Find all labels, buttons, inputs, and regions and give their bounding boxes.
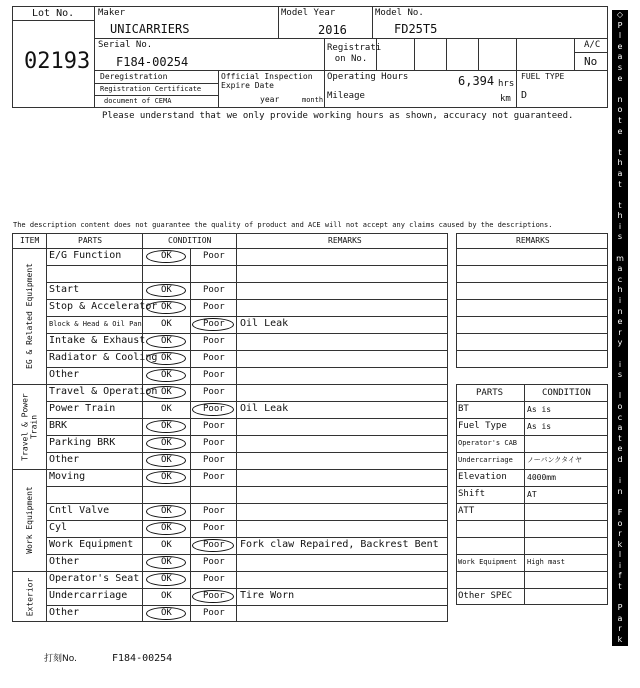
part-name: Work Equipment: [49, 539, 134, 550]
ok-circle: [146, 437, 186, 450]
remark-text: Oil Leak: [240, 318, 289, 329]
poor-option: Poor: [203, 540, 225, 550]
sidebar-char: i: [618, 296, 622, 306]
ok-option: OK: [161, 557, 172, 567]
stamp-value: F184-00254: [112, 653, 173, 664]
spec-part: Work Equipment: [458, 558, 518, 566]
poor-circle: [192, 590, 234, 603]
sidebar-char: r: [618, 327, 622, 337]
spec-part: Operator's CAB: [458, 439, 518, 447]
ok-circle: [146, 284, 186, 297]
sidebar-char: o: [617, 518, 623, 528]
poor-circle: [192, 318, 234, 331]
ok-option: OK: [161, 574, 172, 584]
sidebar-char: n: [617, 486, 623, 496]
ok-option: OK: [161, 251, 172, 261]
poor-option: Poor: [203, 472, 225, 482]
poor-circle: [192, 539, 234, 552]
model-year-value: 2016: [318, 23, 347, 37]
part-name: E/G Function: [49, 250, 122, 261]
sidebar-char: o: [617, 401, 623, 411]
part-name: Other: [49, 607, 80, 618]
part-name: Cyl: [49, 522, 68, 533]
sidebar-char: r: [618, 624, 622, 634]
ok-circle: [146, 420, 186, 433]
sidebar-char: i: [618, 359, 622, 369]
sidebar-char: r: [618, 529, 622, 539]
remark-text: Fork claw Repaired, Backrest Bent: [240, 539, 439, 550]
operating-hours-value: 6,394: [458, 74, 495, 88]
sidebar-char: l: [618, 391, 622, 401]
hrs-unit: hrs: [498, 79, 515, 89]
sidebar-char: i: [618, 560, 622, 570]
spec-part: Shift: [458, 489, 486, 499]
part-name: BRK: [49, 420, 68, 431]
ok-circle: [146, 301, 186, 314]
sidebar-char: ◇: [616, 10, 624, 19]
lot-label: Lot No.: [32, 8, 75, 19]
sidebar-char: h: [617, 211, 623, 221]
part-name: Radiator & Cooling: [49, 352, 158, 363]
sidebar-char: t: [618, 200, 622, 210]
poor-option: Poor: [203, 387, 225, 397]
ok-circle: [146, 505, 186, 518]
ok-circle: [146, 522, 186, 535]
ok-option: OK: [161, 608, 172, 618]
poor-option: Poor: [203, 319, 225, 329]
spec-value: AT: [527, 490, 537, 499]
sidebar-char: k: [617, 635, 623, 645]
ok-option: OK: [161, 370, 172, 380]
ok-option: OK: [161, 421, 172, 431]
part-name: Stop & Accelerator: [49, 301, 158, 312]
spec-part: ATT: [458, 506, 475, 516]
part-name: Operator's Seat: [49, 573, 140, 584]
sidebar-char: m: [616, 253, 624, 263]
model-no-label: Model No.: [375, 8, 424, 18]
ok-option: OK: [161, 455, 172, 465]
poor-option: Poor: [203, 455, 225, 465]
ok-circle: [146, 573, 186, 586]
ok-option: OK: [161, 472, 172, 482]
sidebar-char: [612, 381, 628, 392]
poor-option: Poor: [203, 608, 225, 618]
poor-option: Poor: [203, 523, 225, 533]
ok-circle: [146, 607, 186, 620]
poor-option: Poor: [203, 251, 225, 261]
sidebar-char: t: [618, 179, 622, 189]
group-label: Exterior: [24, 577, 34, 616]
sidebar-char: y: [617, 338, 623, 348]
cema-label: document of CEMA: [104, 97, 172, 105]
inspection-label: Official Inspection Expire Date: [221, 72, 313, 90]
sidebar-char: a: [617, 52, 623, 62]
part-name: Cntl Valve: [49, 505, 110, 516]
sidebar-char: [612, 497, 628, 508]
lot-number: 02193: [24, 49, 91, 74]
ok-option: OK: [161, 353, 172, 363]
poor-option: Poor: [203, 591, 225, 601]
spec-value: As is: [527, 405, 552, 414]
part-name: Intake & Exhaust: [49, 335, 146, 346]
sidebar-char: a: [617, 423, 623, 433]
poor-option: Poor: [203, 353, 225, 363]
sidebar-char: i: [618, 221, 622, 231]
ok-circle: [146, 471, 186, 484]
sidebar-char: e: [617, 126, 623, 136]
spec-part: Fuel Type: [458, 421, 507, 431]
sidebar-char: [612, 190, 628, 201]
part-name: Power Train: [49, 403, 116, 414]
description-notice: The description content does not guarantee the quality of product and ACE will not accept any claims caused by the descriptions.: [13, 221, 553, 229]
spec-condition-header: CONDITION: [542, 388, 591, 398]
poor-option: Poor: [203, 438, 225, 448]
sidebar-char: e: [617, 317, 623, 327]
ok-circle: [146, 335, 186, 348]
sidebar-char: t: [618, 115, 622, 125]
part-name: Parking BRK: [49, 437, 116, 448]
ok-option: OK: [161, 387, 172, 397]
month-label: month: [302, 96, 324, 104]
sidebar-char: s: [617, 62, 623, 72]
spec-value: As is: [527, 422, 552, 431]
part-name: Travel & Operation: [49, 386, 158, 397]
part-name: Undercarriage: [49, 590, 128, 601]
poor-option: Poor: [203, 370, 225, 380]
poor-circle: [192, 403, 234, 416]
spec-part: Elevation: [458, 472, 507, 482]
sidebar-char: [612, 243, 628, 254]
part-name: Other: [49, 556, 80, 567]
spec-value: High mast: [527, 558, 565, 566]
ok-option: OK: [161, 302, 172, 312]
sidebar-char: g: [617, 666, 623, 676]
maker-label: Maker: [98, 8, 126, 18]
ac-value: No: [584, 55, 598, 68]
registration-label: Registrati on No.: [327, 43, 382, 64]
poor-option: Poor: [203, 336, 225, 346]
sidebar-char: P: [617, 603, 623, 613]
spec-part: Undercarriage: [458, 456, 513, 464]
deregistration-label: Deregistration: [100, 72, 168, 81]
part-name: Start: [49, 284, 80, 295]
sidebar-char: e: [617, 444, 623, 454]
spec-part: BT: [458, 404, 469, 414]
sidebar-char: [612, 593, 628, 604]
sidebar-char: a: [617, 264, 623, 274]
sidebar-char: [612, 84, 628, 95]
poor-option: Poor: [203, 506, 225, 516]
sidebar-char: k: [617, 539, 623, 549]
remarks-header: REMARKS: [328, 236, 362, 245]
sidebar-char: t: [618, 582, 622, 592]
right-remarks-header: REMARKS: [516, 236, 550, 245]
hours-notice: Please understand that we only provide working hours as shown, accuracy not guaranteed.: [102, 111, 574, 121]
spec-part: Other SPEC: [458, 591, 513, 601]
sidebar-char: a: [617, 168, 623, 178]
sidebar-char: [612, 349, 628, 360]
ok-circle: [146, 556, 186, 569]
fuel-type-value: D: [521, 90, 528, 101]
sidebar-char: c: [617, 412, 623, 422]
poor-option: Poor: [203, 302, 225, 312]
sidebar-char: t: [618, 147, 622, 157]
year-label: year: [260, 95, 280, 104]
sidebar-char: s: [617, 232, 623, 242]
sidebar-char: h: [617, 285, 623, 295]
poor-option: Poor: [203, 557, 225, 567]
serial-value: F184-00254: [116, 55, 189, 69]
sidebar-char: F: [617, 507, 623, 517]
group-label: Work Equipment: [24, 486, 34, 554]
sidebar-char: t: [618, 433, 622, 443]
ok-option: OK: [161, 404, 172, 414]
group-label: EG & Related Equipment: [24, 263, 34, 369]
registration-certificate-label: Registration Certificate: [100, 85, 202, 93]
poor-option: Poor: [203, 285, 225, 295]
item-header: ITEM: [20, 236, 40, 245]
sidebar-char: f: [618, 571, 622, 581]
ok-option: OK: [161, 336, 172, 346]
sidebar-char: l: [618, 550, 622, 560]
group-label: Travel & Power Train: [20, 392, 38, 461]
ok-option: OK: [161, 540, 172, 550]
stamp-label: 打刻No.: [44, 654, 77, 664]
ok-circle: [146, 386, 186, 399]
sidebar-char: n: [617, 94, 623, 104]
sidebar-char: o: [617, 105, 623, 115]
ok-option: OK: [161, 523, 172, 533]
ok-circle: [146, 454, 186, 467]
sidebar-char: n: [617, 656, 623, 666]
location-notice-sidebar: [612, 10, 628, 687]
ok-option: OK: [161, 285, 172, 295]
part-name: Other: [49, 454, 80, 465]
spec-value: 4000mm: [527, 473, 556, 482]
condition-header: CONDITION: [168, 236, 212, 245]
ok-circle: [146, 250, 186, 263]
sidebar-char: n: [617, 306, 623, 316]
right-remarks-frame: [456, 233, 608, 368]
poor-option: Poor: [203, 421, 225, 431]
ac-label: A/C: [584, 40, 601, 50]
serial-label: Serial No.: [98, 40, 153, 50]
sidebar-char: l: [618, 31, 622, 41]
ok-option: OK: [161, 591, 172, 601]
sidebar-char: d: [617, 454, 623, 464]
sidebar-char: P: [617, 20, 623, 30]
model-year-label: Model Year: [281, 8, 336, 18]
fuel-type-label: FUEL TYPE: [521, 72, 565, 81]
part-name: Other: [49, 369, 80, 380]
km-unit: km: [500, 94, 511, 104]
sidebar-char: c: [617, 274, 623, 284]
poor-option: Poor: [203, 404, 225, 414]
operating-hours-label: Operating Hours: [327, 72, 409, 82]
ok-circle: [146, 369, 186, 382]
part-name: Block & Head & Oil Pan: [49, 320, 142, 328]
ok-option: OK: [161, 438, 172, 448]
sidebar-char: i: [618, 645, 622, 655]
maker-value: UNICARRIERS: [110, 22, 190, 36]
part-name: Moving: [49, 471, 86, 482]
parts-header: PARTS: [78, 236, 103, 245]
model-no-value: FD25T5: [394, 22, 438, 36]
poor-option: Poor: [203, 574, 225, 584]
remark-text: Oil Leak: [240, 403, 289, 414]
sidebar-char: [612, 466, 628, 477]
sidebar-char: s: [617, 370, 623, 380]
sidebar-char: [612, 137, 628, 148]
sidebar-char: a: [617, 613, 623, 623]
sidebar-char: ◇: [616, 677, 624, 687]
ok-option: OK: [161, 506, 172, 516]
spec-parts-header: PARTS: [476, 388, 504, 398]
ok-circle: [146, 352, 186, 365]
mileage-label: Mileage: [327, 91, 365, 101]
remark-text: Tire Worn: [240, 590, 295, 601]
sidebar-char: e: [617, 73, 623, 83]
sidebar-char: e: [617, 41, 623, 51]
sidebar-char: h: [617, 158, 623, 168]
sidebar-char: i: [618, 476, 622, 486]
spec-value: ノーパンクタイヤ: [527, 456, 583, 464]
ok-option: OK: [161, 319, 172, 329]
